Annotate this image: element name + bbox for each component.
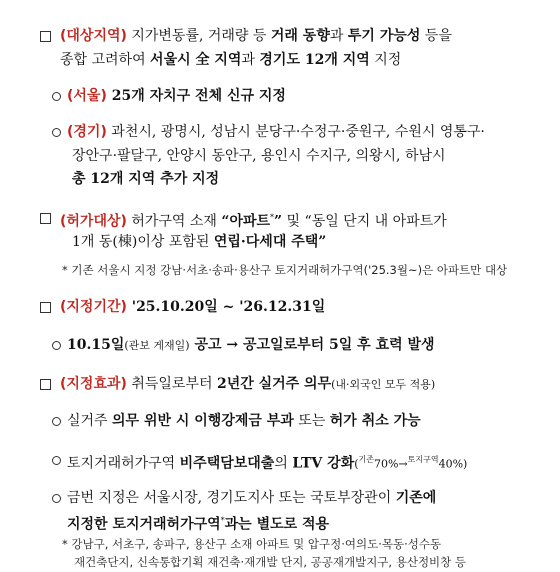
text-bold: 10.15일 — [67, 337, 125, 353]
text-bold: 효력 발생 — [375, 337, 435, 353]
effect-bullet-1 — [67, 411, 421, 431]
checkbox-icon — [40, 302, 51, 313]
circle-bullet-icon — [52, 341, 61, 350]
text-bold: “아파트 — [221, 213, 271, 230]
text-bold: 기존에 — [395, 490, 437, 506]
label-gyeonggi: (경기) — [67, 124, 107, 140]
text-bold: 경기도 12개 지역 — [259, 52, 370, 68]
text-bold: 총 12개 지역 추가 지정 — [72, 171, 220, 187]
footnote-mark: * — [270, 213, 275, 222]
effect-note-line-1: * 강남구, 서초구, 송파구, 용산구 소재 아파트 및 압구정·여의도·목동·성수동 — [62, 537, 442, 551]
text-small: (내·외국인 모두 적용) — [331, 378, 436, 391]
period-line — [60, 297, 325, 317]
section-label-target-area: (대상지역) — [60, 28, 127, 44]
label-seoul: (서울) — [67, 88, 107, 104]
text-bold: 서울시 全 지역 — [150, 52, 242, 68]
text: 과 — [241, 52, 260, 68]
section-label-effect: (지정효과) — [60, 376, 127, 392]
text-small: ( — [354, 457, 359, 471]
circle-bullet-icon — [52, 128, 61, 137]
target-area-line-2 — [60, 50, 401, 70]
text: 과 — [329, 28, 348, 44]
text-bold: 2년간 실거주 의무 — [216, 376, 332, 392]
text-bold: 의무 위반 시 이행강제금 부과 — [112, 413, 294, 429]
effect-bullet-2 — [67, 450, 467, 475]
circle-bullet-icon — [52, 456, 61, 465]
text: 1개 동(棟)이상 포함된 — [72, 234, 214, 250]
text-bold: ” — [318, 234, 327, 250]
text: 허가구역 소재 — [126, 213, 222, 230]
gyeonggi-line-2 — [72, 146, 446, 166]
permit-target-note: * 기존 서울시 지정 강남·서초·송파·용산구 토지거래허가구역('25.3월~)은 아파트만 대상 — [62, 263, 508, 277]
text: 의 — [274, 455, 293, 472]
text: 등을 — [420, 28, 452, 44]
text: 토지거래허가구역 — [67, 455, 180, 472]
section-label-period: (지정기간) — [60, 299, 127, 315]
text-bold: 투기 가능성 — [347, 28, 421, 44]
checkbox-icon — [40, 213, 51, 224]
text: 지정 — [369, 52, 402, 68]
text-small: (관보 게재일) — [124, 339, 190, 352]
permit-target-line-2 — [72, 232, 326, 252]
text-bold: ” — [274, 213, 283, 230]
text: 과천시, 광명시, 성남시 분당구·수정구·중원구, 수원시 영통구· — [106, 124, 485, 140]
text-tiny: 기존 — [358, 455, 374, 464]
effect-note-line-2: 재건축단지, 신속통합기획 재건축·재개발 단지, 공공재개발지구, 용산정비창 등 — [74, 555, 467, 569]
permit-target-line-1 — [60, 208, 447, 232]
footnote-mark: * — [220, 516, 225, 525]
text-bold: 허가 취소 가능 — [329, 413, 421, 429]
effect-line — [60, 374, 435, 395]
gyeonggi-line-1 — [67, 122, 485, 142]
text-bold: 25개 자치구 전체 신규 지정 — [106, 88, 286, 104]
effect-bullet-3-line-1 — [67, 488, 436, 508]
text-bold: 비주택담보대출 — [179, 455, 275, 472]
text: 실거주 — [67, 413, 113, 429]
text-bold: '25.10.20일 ~ '26.12.31일 — [126, 299, 326, 315]
checkbox-icon — [40, 379, 51, 390]
text-tiny: 토지구역 — [407, 455, 439, 464]
text: 금번 지정은 서울시장, 경기도지사 또는 국토부장관이 — [67, 490, 396, 506]
gyeonggi-line-3 — [72, 169, 219, 189]
text: 종합 고려하여 — [60, 52, 151, 68]
text: 지가변동률, 거래량 등 — [126, 28, 271, 44]
text: “동일 단지 내 아파트가 — [304, 213, 447, 230]
text-bold: 공고 → 공고일로부터 5일 후 — [189, 337, 376, 353]
circle-bullet-icon — [52, 417, 61, 426]
section-label-permit-target: (허가대상) — [60, 213, 127, 230]
effect-date-line — [67, 335, 435, 356]
text-bold: LTV 강화 — [292, 455, 355, 472]
circle-bullet-icon — [52, 494, 61, 503]
text-bold: 거래 동향 — [270, 28, 330, 44]
text-bold: 과는 별도로 적용 — [224, 516, 330, 533]
text-bold: 지정한 토지거래허가구역 — [67, 516, 221, 533]
text-small: 70%→ — [373, 457, 408, 471]
seoul-line — [67, 86, 286, 106]
effect-bullet-3-line-2 — [67, 511, 329, 535]
circle-bullet-icon — [52, 92, 61, 101]
text: 및 — [282, 213, 305, 230]
text: 취득일로부터 — [126, 376, 217, 392]
text-small: 40%) — [438, 457, 468, 471]
checkbox-icon — [40, 31, 51, 42]
target-area-line-1 — [60, 26, 452, 46]
text: 또는 — [293, 413, 330, 429]
text: 장안구·팔달구, 안양시 동안구, 용인시 수지구, 의왕시, 하남시 — [72, 148, 446, 164]
text-bold: 연립·다세대 주택 — [213, 234, 319, 250]
